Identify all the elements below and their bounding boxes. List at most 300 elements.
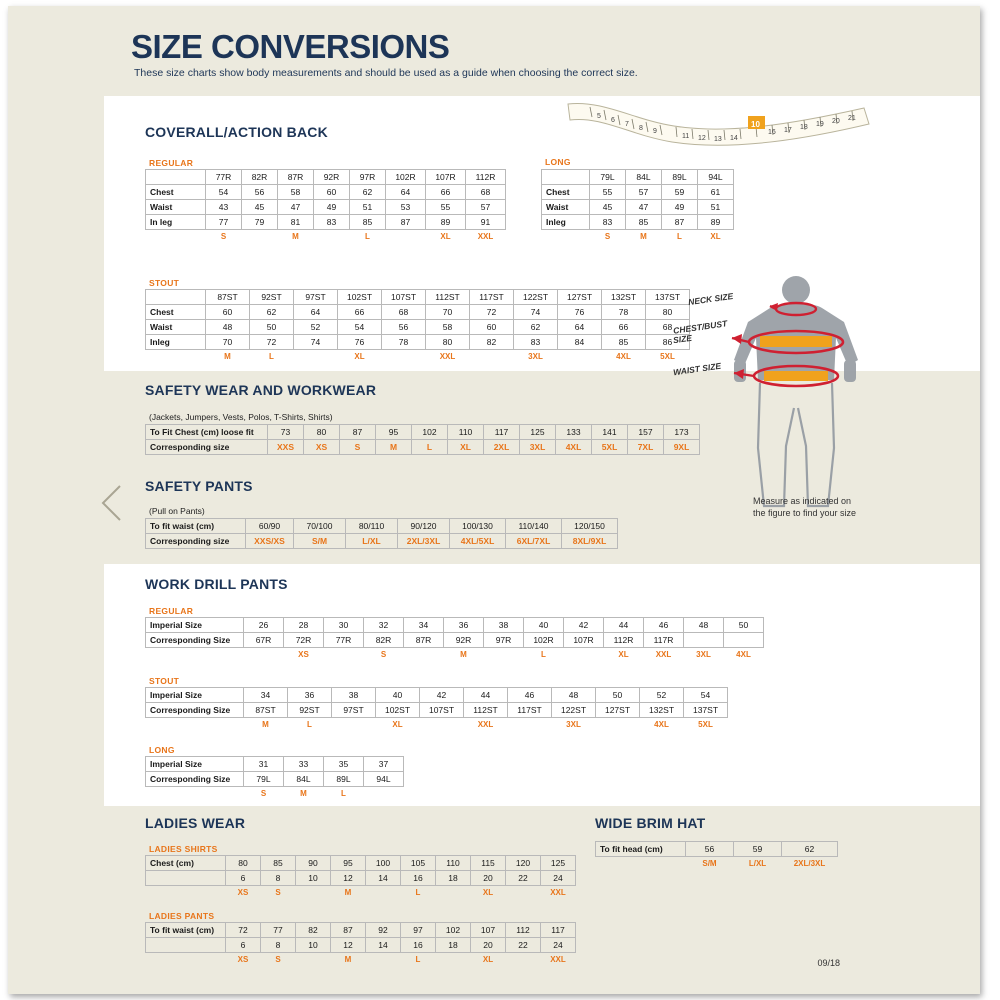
cell: 87R (278, 170, 314, 185)
cell: 120 (506, 856, 541, 871)
cell: 61 (698, 185, 734, 200)
cell: 50 (596, 688, 640, 703)
cell: 102 (412, 425, 448, 440)
row-header: Imperial Size (146, 618, 244, 633)
size-cell: L (365, 232, 370, 242)
size-cell: 4XL (654, 720, 669, 730)
size-row (542, 230, 734, 244)
cell: 84L (626, 170, 662, 185)
row-header: To fit waist (cm) (146, 923, 226, 938)
section-title-safety-wear: SAFETY WEAR AND WORKWEAR (145, 382, 377, 398)
cell: 70 (206, 335, 250, 350)
cell: 24 (541, 938, 576, 953)
cell: 50 (250, 320, 294, 335)
cell: 36 (288, 688, 332, 703)
cell: 24 (541, 871, 576, 886)
cell: 73 (268, 425, 304, 440)
cell: 81 (278, 215, 314, 230)
svg-text:9: 9 (653, 128, 657, 135)
cell: 56 (242, 185, 278, 200)
cell: XXS/XS (246, 534, 294, 549)
cell: 66 (338, 305, 382, 320)
svg-text:6: 6 (611, 117, 615, 124)
table-row (146, 440, 700, 455)
size-cell (436, 886, 471, 900)
size-cell: XXL (439, 352, 456, 362)
cell: 14 (366, 871, 401, 886)
table-row (146, 923, 576, 938)
cell: 64 (294, 305, 338, 320)
cell: 92R (314, 170, 350, 185)
cell: 26 (244, 618, 284, 633)
cell: 132ST (640, 703, 684, 718)
cell: 80 (646, 305, 690, 320)
row-header: Corresponding size (146, 440, 268, 455)
size-row (146, 787, 404, 801)
cell: 122ST (552, 703, 596, 718)
cell: 89 (698, 215, 734, 230)
table-row (146, 305, 690, 320)
cell: 2XL/3XL (398, 534, 450, 549)
table-row (146, 185, 506, 200)
size-row (146, 648, 764, 662)
cell: 22 (506, 938, 541, 953)
cell: 77R (206, 170, 242, 185)
cell: 54 (338, 320, 382, 335)
table-row (596, 842, 838, 857)
svg-text:16: 16 (768, 129, 776, 136)
cell: XS (304, 440, 340, 455)
cell: 60/90 (246, 519, 294, 534)
cell: 30 (324, 618, 364, 633)
label-coverall-regular: REGULAR (149, 158, 194, 168)
size-cell (324, 648, 364, 662)
cell: 173 (664, 425, 700, 440)
size-cell (332, 718, 376, 732)
size-cell (242, 230, 278, 244)
size-cell: M (460, 650, 467, 660)
cell: 38 (484, 618, 524, 633)
cell: 48 (684, 618, 724, 633)
svg-text:20: 20 (832, 118, 840, 125)
size-cell: M (344, 888, 352, 898)
cell: 9XL (664, 440, 700, 455)
cell: 8XL/9XL (562, 534, 618, 549)
cell: 92ST (250, 290, 294, 305)
cell: L (412, 440, 448, 455)
size-cell: L (541, 650, 546, 660)
row-header: To fit waist (cm) (146, 519, 246, 534)
cell: 49 (662, 200, 698, 215)
note-safety-wear: (Jackets, Jumpers, Vests, Polos, T-Shirts, Shirts) (149, 412, 333, 422)
table-row (146, 200, 506, 215)
cell: 77 (261, 923, 296, 938)
size-cell (506, 953, 541, 967)
cell: 92R (444, 633, 484, 648)
size-cell: 3XL (566, 720, 581, 730)
cell: 55 (590, 185, 626, 200)
table-safety-pants (145, 518, 618, 549)
cell: 60 (314, 185, 350, 200)
cell: 44 (464, 688, 508, 703)
size-cell: 4XL (736, 650, 751, 660)
size-cell: M (292, 232, 299, 242)
size-cell: XL (482, 888, 494, 898)
cell: 62 (514, 320, 558, 335)
svg-text:18: 18 (800, 124, 808, 131)
cell: 6 (226, 938, 261, 953)
cell: 60 (206, 305, 250, 320)
cell: 86 (646, 335, 690, 350)
cell: 76 (558, 305, 602, 320)
table-row (146, 757, 404, 772)
cell: 90 (296, 856, 331, 871)
cell: 77R (324, 633, 364, 648)
row-header: Corresponding Size (146, 772, 244, 787)
cell: 117 (484, 425, 520, 440)
cell: 127ST (596, 703, 640, 718)
size-row (146, 230, 506, 244)
cell: 157 (628, 425, 664, 440)
cell: 110/140 (506, 519, 562, 534)
cell: 97R (484, 633, 524, 648)
size-cell: M (262, 720, 269, 730)
size-cell: S (604, 232, 611, 242)
cell: 46 (644, 618, 684, 633)
cell: 12 (331, 938, 366, 953)
row-header: Chest (542, 185, 590, 200)
cell: 45 (242, 200, 278, 215)
cell: 42 (420, 688, 464, 703)
cell: 110 (448, 425, 484, 440)
cell: 90/120 (398, 519, 450, 534)
cell: 40 (376, 688, 420, 703)
cell: S (340, 440, 376, 455)
cell: 82R (364, 633, 404, 648)
row-header: Imperial Size (146, 688, 244, 703)
cell: 107 (471, 923, 506, 938)
cell: 112ST (426, 290, 470, 305)
cell: 94L (698, 170, 734, 185)
cell: 107ST (420, 703, 464, 718)
cell: 127ST (558, 290, 602, 305)
cell: 76 (338, 335, 382, 350)
cell: 87ST (244, 703, 288, 718)
cell: 68 (382, 305, 426, 320)
svg-text:21: 21 (848, 115, 856, 122)
cell: 64 (558, 320, 602, 335)
row-header: To Fit Chest (cm) loose fit (146, 425, 268, 440)
row-header (146, 170, 206, 185)
body-measurement-figure (708, 268, 883, 518)
row-header: Inleg (542, 215, 590, 230)
size-cell: XXL (550, 888, 566, 898)
size-row (596, 857, 838, 871)
cell: 125 (541, 856, 576, 871)
cell: 83 (314, 215, 350, 230)
cell: 42 (564, 618, 604, 633)
size-cell: XS (237, 888, 249, 898)
size-cell: 2XL/3XL (793, 859, 826, 869)
cell: 102R (524, 633, 564, 648)
figure-label-chest-2: SIZE (672, 332, 693, 346)
size-cell (244, 648, 284, 662)
cell: 57 (626, 185, 662, 200)
table-row (146, 618, 764, 633)
document-code: 09/18 (817, 958, 840, 968)
cell: 48 (552, 688, 596, 703)
cell: 62 (350, 185, 386, 200)
cell: 100 (366, 856, 401, 871)
svg-text:8: 8 (639, 125, 643, 132)
cell: 74 (294, 335, 338, 350)
size-cell (506, 886, 541, 900)
size-cell: L/XL (748, 859, 767, 869)
table-row (146, 633, 764, 648)
section-title-work-drill: WORK DRILL PANTS (145, 576, 288, 592)
cell: 70 (426, 305, 470, 320)
row-header: To fit head (cm) (596, 842, 686, 857)
cell: 8 (261, 938, 296, 953)
cell: 51 (698, 200, 734, 215)
cell: 102 (436, 923, 471, 938)
cell: 44 (604, 618, 644, 633)
size-cell: M (300, 789, 307, 799)
cell: 107R (564, 633, 604, 648)
size-row (146, 886, 576, 900)
row-header: Waist (146, 320, 206, 335)
svg-text:17: 17 (784, 127, 792, 134)
cell: 107ST (382, 290, 426, 305)
row-header: Imperial Size (146, 757, 244, 772)
cell: 79L (244, 772, 284, 787)
row-header (542, 170, 590, 185)
cell: 95 (331, 856, 366, 871)
cell: 110 (436, 856, 471, 871)
size-row (146, 953, 576, 967)
cell: 62 (782, 842, 838, 857)
cell: 58 (426, 320, 470, 335)
cell: 72 (250, 335, 294, 350)
cell: 85 (350, 215, 386, 230)
size-cell: L (415, 955, 421, 965)
table-row (146, 519, 618, 534)
cell: 2XL (484, 440, 520, 455)
label-ladies-shirts: LADIES SHIRTS (149, 844, 218, 854)
cell: 100/130 (450, 519, 506, 534)
size-cell: XL (440, 232, 451, 242)
cell: 92 (366, 923, 401, 938)
cell: 10 (296, 938, 331, 953)
label-coverall-stout: STOUT (149, 278, 180, 288)
cell: 72 (226, 923, 261, 938)
row-header: Inleg (146, 335, 206, 350)
cell: 52 (640, 688, 684, 703)
row-header: Waist (542, 200, 590, 215)
size-cell (294, 350, 338, 364)
size-cell: 5XL (660, 352, 675, 362)
cell: L/XL (346, 534, 398, 549)
cell: 82 (470, 335, 514, 350)
cell: 16 (401, 871, 436, 886)
size-cell: L (341, 789, 346, 799)
cell: 102ST (338, 290, 382, 305)
cell: 37 (364, 757, 404, 772)
cell: 48 (206, 320, 250, 335)
cell: 87 (662, 215, 698, 230)
cell: 4XL/5XL (450, 534, 506, 549)
cell: 72 (470, 305, 514, 320)
size-cell (564, 648, 604, 662)
table-row (146, 335, 690, 350)
table-ladies-pants (145, 922, 576, 967)
cell: 112R (604, 633, 644, 648)
cell: 79 (242, 215, 278, 230)
cell: 89L (324, 772, 364, 787)
svg-text:14: 14 (730, 135, 738, 142)
cell: 35 (324, 757, 364, 772)
table-row (146, 425, 700, 440)
cell: 83 (514, 335, 558, 350)
row-header (146, 938, 226, 953)
cell: 97ST (294, 290, 338, 305)
size-cell (296, 886, 331, 900)
size-cell: 5XL (698, 720, 713, 730)
cell: 47 (626, 200, 662, 215)
measuring-tape-icon (564, 98, 884, 153)
cell: 66 (602, 320, 646, 335)
table-work-drill-stout (145, 687, 728, 732)
cell: 122ST (514, 290, 558, 305)
cell: 85 (626, 215, 662, 230)
cell: 112ST (464, 703, 508, 718)
size-row (146, 718, 728, 732)
size-cell (470, 350, 514, 364)
table-work-drill-regular (145, 617, 764, 662)
cell: 117ST (508, 703, 552, 718)
size-cell (314, 230, 350, 244)
size-cell (596, 718, 640, 732)
cell: 43 (206, 200, 242, 215)
cell: M (376, 440, 412, 455)
cell: 132ST (602, 290, 646, 305)
cell: 97ST (332, 703, 376, 718)
size-cell (436, 953, 471, 967)
table-safety-wear (145, 424, 700, 455)
cell: 34 (404, 618, 444, 633)
size-cell (366, 953, 401, 967)
cell: 7XL (628, 440, 664, 455)
cell: 33 (284, 757, 324, 772)
cell: 51 (350, 200, 386, 215)
size-cell: XL (482, 955, 494, 965)
cell: 56 (686, 842, 734, 857)
size-cell: XL (392, 720, 403, 730)
section-title-ladies: LADIES WEAR (145, 815, 246, 831)
cell: 115 (471, 856, 506, 871)
cell: 95 (376, 425, 412, 440)
cell: S/M (294, 534, 346, 549)
cell: 4XL (556, 440, 592, 455)
cell: 112R (466, 170, 506, 185)
cell: 49 (314, 200, 350, 215)
size-cell: S (275, 888, 281, 898)
cell: 83 (590, 215, 626, 230)
cell: 14 (366, 938, 401, 953)
cell: 89L (662, 170, 698, 185)
cell: 40 (524, 618, 564, 633)
cell: 92ST (288, 703, 332, 718)
row-header: Corresponding size (146, 534, 246, 549)
size-cell: L (415, 888, 421, 898)
table-row (146, 290, 690, 305)
cell: 82R (242, 170, 278, 185)
cell: 137ST (684, 703, 728, 718)
cell: 28 (284, 618, 324, 633)
table-work-drill-long (145, 756, 404, 801)
cell: 78 (382, 335, 426, 350)
row-header: Corresponding Size (146, 703, 244, 718)
page-title: SIZE CONVERSIONS (131, 28, 450, 65)
size-cell: 3XL (528, 352, 543, 362)
svg-text:7: 7 (625, 121, 629, 128)
size-cell: XXL (550, 955, 566, 965)
figure-label-neck: NECK SIZE (687, 290, 734, 308)
svg-text:12: 12 (698, 135, 706, 142)
cell: 38 (332, 688, 376, 703)
table-row (542, 215, 734, 230)
cell: 58 (278, 185, 314, 200)
cell: 57 (466, 200, 506, 215)
cell: 16 (401, 938, 436, 953)
table-row (146, 215, 506, 230)
row-header: Corresponding Size (146, 633, 244, 648)
cell: 141 (592, 425, 628, 440)
size-cell: M (344, 955, 352, 965)
figure-label-chest: CHEST/BUST (672, 318, 728, 336)
note-safety-pants: (Pull on Pants) (149, 506, 205, 516)
row-header (146, 290, 206, 305)
cell: 87 (386, 215, 426, 230)
size-cell: L (269, 352, 274, 362)
cell: 3XL (520, 440, 556, 455)
label-ladies-pants: LADIES PANTS (149, 911, 215, 921)
svg-text:11: 11 (682, 133, 690, 140)
table-row (146, 703, 728, 718)
label-work-drill-long: LONG (149, 745, 175, 755)
cell: 32 (364, 618, 404, 633)
size-cell: 4XL (616, 352, 631, 362)
cell: 77 (206, 215, 242, 230)
cell: 91 (466, 215, 506, 230)
cell: 72R (284, 633, 324, 648)
section-title-coverall: COVERALL/ACTION BACK (145, 124, 328, 140)
label-coverall-long: LONG (545, 157, 571, 167)
size-cell: XL (618, 650, 629, 660)
svg-text:13: 13 (714, 136, 722, 143)
cell: 45 (590, 200, 626, 215)
cell: 80 (226, 856, 261, 871)
size-cell: 3XL (696, 650, 711, 660)
size-cell (558, 350, 602, 364)
table-row (146, 170, 506, 185)
cell: 8 (261, 871, 296, 886)
table-row (542, 200, 734, 215)
size-cell: XXL (655, 650, 672, 660)
size-cell: XL (710, 232, 721, 242)
cell: 68 (646, 320, 690, 335)
size-cell (420, 718, 464, 732)
